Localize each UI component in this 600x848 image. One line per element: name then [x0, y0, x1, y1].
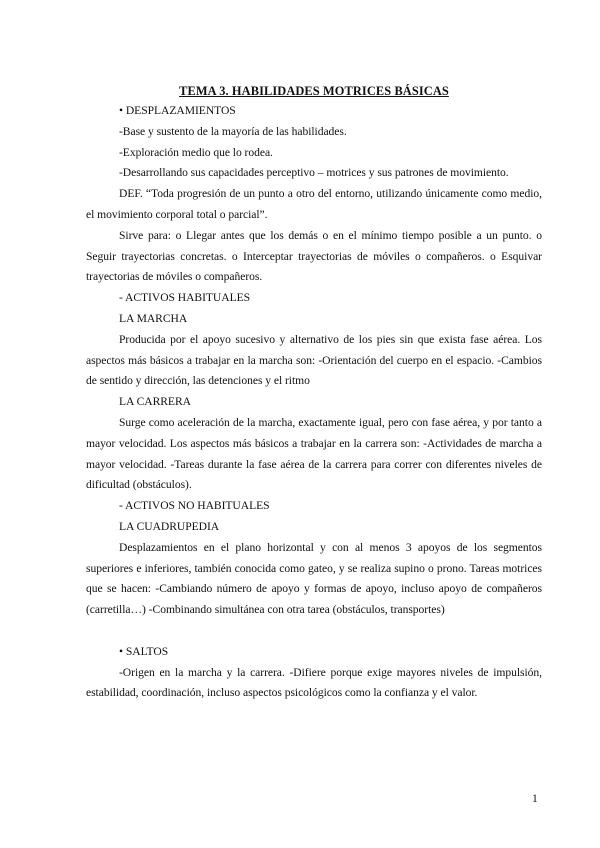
- page-number: 1: [532, 792, 538, 805]
- list-item: -Desarrollando sus capacidades perceptivo – motrices y sus patrones de movimiento.: [119, 166, 509, 180]
- carrera-paragraph: Surge como aceleración de la marcha, exactamente igual, pero con fase aérea, y por tanto a mayor velocidad. Los aspectos más básicos a trabajar en la carrera son: -Actividades de marcha a mayor velocidad. -Tareas durante la fase aérea de la carrera para correr con diferentes niveles de dificultad (obstáculos).: [86, 415, 542, 492]
- list-item: -Base y sustento de la mayoría de las habilidades.: [119, 124, 347, 138]
- saltos-paragraph: -Origen en la marcha y la carrera. -Difiere porque exige mayores niveles de impulsión, estabilidad, coordinación, incluso aspectos psicológicos como la confianza y el valor.: [86, 665, 542, 700]
- heading-activos-habituales: - ACTIVOS HABITUALES: [119, 291, 251, 305]
- heading-desplazamientos: • DESPLAZAMIENTOS: [119, 104, 236, 117]
- heading-saltos: • SALTOS: [119, 644, 169, 658]
- page-body: [86, 82, 542, 704]
- heading-la-marcha: LA MARCHA: [119, 311, 188, 325]
- cuadrupedia-paragraph: Desplazamientos en el plano horizontal y con al menos 3 apoyos de los segmentos superiores e inferiores, también conocida como gateo, y se realiza supino o prono. Tareas motrices que se hacen: -Cambiando número de apoyo y formas de apoyo, incluso apoyo de compañeros (carretilla…) -Combinando simultánea con otra tarea (obstáculos, transportes): [86, 540, 542, 617]
- heading-la-cuadrupedia: LA CUADRUPEDIA: [119, 519, 220, 533]
- purpose-paragraph: Sirve para: o Llegar antes que los demás o en el mínimo tiempo posible a un punto. o Seguir trayectorias concretas. o Interceptar trayectorias de móviles o compañeros. o Esquivar trayectorias de móviles o compañeros.: [86, 228, 542, 284]
- document-title: TEMA 3. HABILIDADES MOTRICES BÁSICAS: [179, 84, 449, 98]
- definition-paragraph: DEF. “Toda progresión de un punto a otro del entorno, utilizando únicamente como medio, el movimiento corporal total o parcial”.: [86, 187, 542, 221]
- heading-la-carrera: LA CARRERA: [119, 395, 191, 409]
- marcha-paragraph: Producida por el apoyo sucesivo y alternativo de los pies sin que exista fase aérea. Los aspectos más básicos a trabajar en la marcha son: -Orientación del cuerpo en el espacio. -Cambios de sentido y dirección, las detenciones y el ritmo: [86, 332, 542, 388]
- list-item: -Exploración medio que lo rodea.: [119, 145, 273, 159]
- blank-line: [86, 621, 542, 642]
- heading-activos-no-habituales: - ACTIVOS NO HABITUALES: [119, 499, 270, 513]
